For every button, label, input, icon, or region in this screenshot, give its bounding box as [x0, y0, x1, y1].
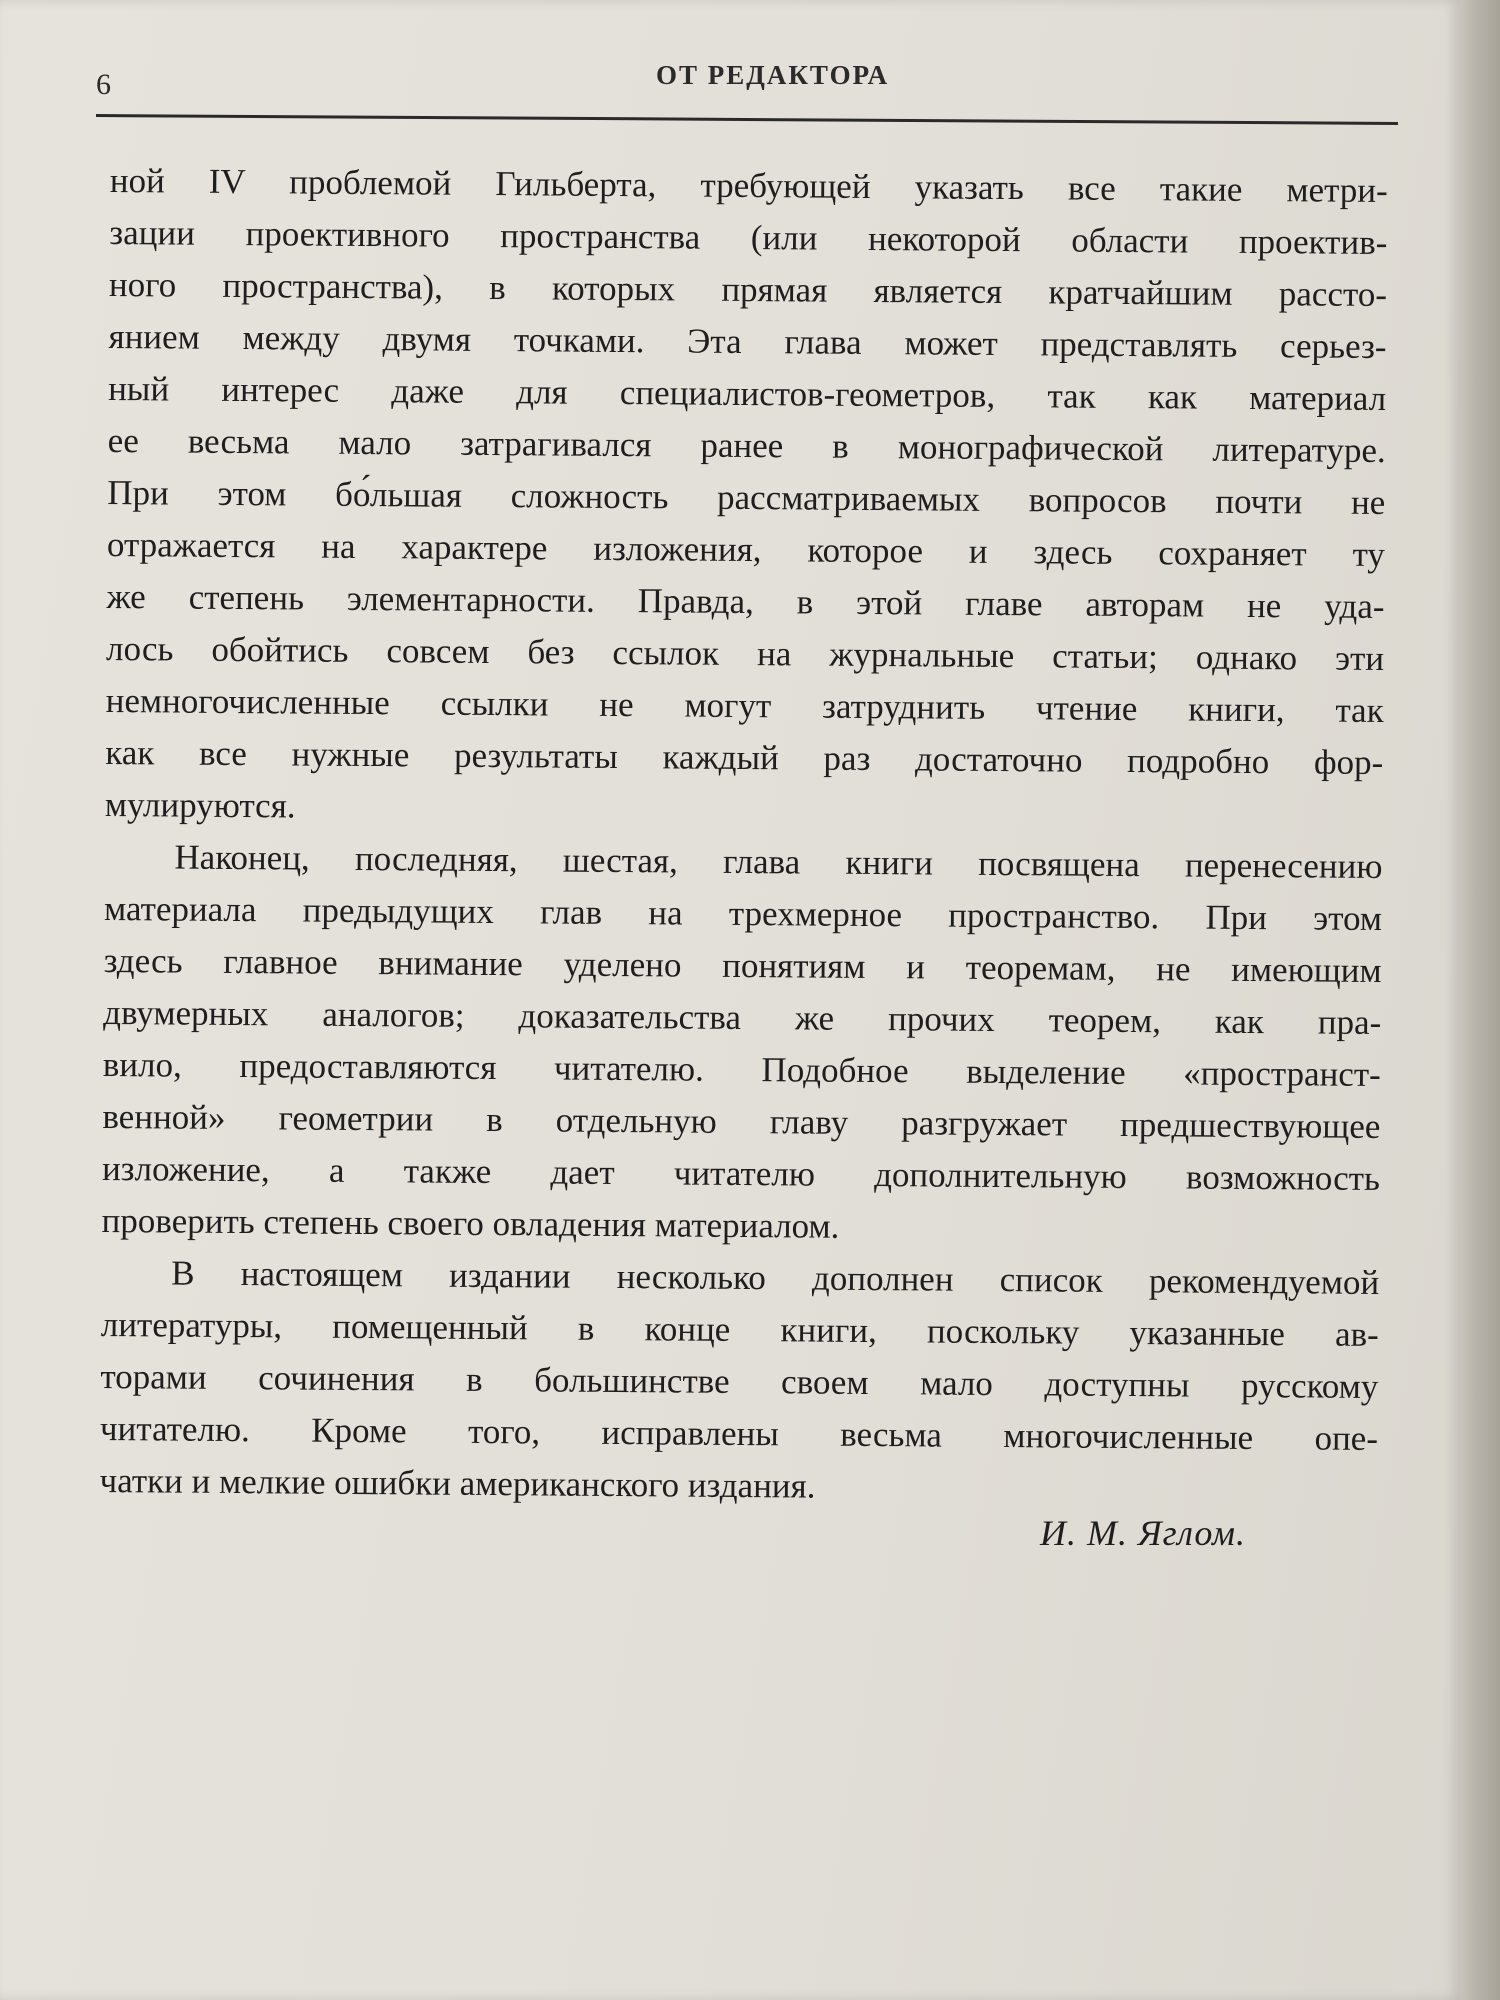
text-line: торами сочинения в большинстве своем мало доступны русскому: [100, 1356, 1379, 1406]
text-line: ее весьма мало затрагивался ранее в монографической литературе.: [107, 420, 1386, 471]
text-line: Наконец, последняя, шестая, глава книги посвящена перенесению: [174, 837, 1383, 887]
header-rule: [96, 114, 1398, 125]
text-line: проверить степень своего овладения материалом.: [101, 1200, 840, 1246]
running-head: ОТ РЕДАКТОРА: [656, 60, 890, 90]
page-edge: [1460, 0, 1500, 2000]
text-line: чатки и мелкие ошибки американского издания.: [99, 1460, 816, 1506]
text-line: материала предыдущих глав на трехмерное пространство. При этом: [103, 888, 1383, 939]
text-line: мулируются.: [104, 784, 296, 826]
paragraph: [99, 1247, 1379, 1517]
text-line: янием между двумя точками. Эта глава может представлять серьез-: [108, 316, 1387, 367]
body-text: [99, 155, 1388, 1517]
text-line: здесь главное внимание уделено понятиям и теоремам, не имеющим: [103, 940, 1382, 991]
text-line: В настоящем издании несколько дополнен список рекомендуемой: [171, 1253, 1380, 1303]
text-line: отражается на характере изложения, которое и здесь сохраняет ту: [106, 524, 1386, 575]
text-line: ной IV проблемой Гильберта, требующей указать все такие метри-: [109, 160, 1388, 211]
text-line: как все нужные результаты каждый раз достаточно подробно фор-: [105, 732, 1384, 783]
text-line: двумерных аналогов; доказательства же прочих теорем, как пра-: [103, 992, 1382, 1043]
text-line: ного пространства), в которых прямая является кратчайшим рассто-: [108, 264, 1388, 315]
text-line: венной» геометрии в отдельную главу разгружает предшествующее: [102, 1096, 1381, 1147]
text-line: зации проективного пространства (или некоторой области проектив-: [109, 212, 1388, 263]
text-line: читателю. Кроме того, исправлены весьма многочисленные опе-: [99, 1408, 1379, 1458]
text-line: изложение, а также дает читателю дополнительную возможность: [101, 1148, 1381, 1199]
text-line: При этом бо́льшая сложность рассматриваемых вопросов почти не: [107, 472, 1386, 523]
text-line: вило, предоставляются читателю. Подобное выделение «пространст-: [102, 1044, 1381, 1095]
text-line: ный интерес даже для специалистов-геометров, так как материал: [108, 368, 1387, 419]
signature: И. М. Яглом.: [1040, 1513, 1246, 1553]
text-line: немногочисленные ссылки не могут затруднить чтение книги, так: [105, 680, 1384, 731]
paragraph: [101, 831, 1382, 1257]
page-number: 6: [96, 68, 111, 101]
paragraph: [105, 155, 1388, 841]
text-line: же степень элементарности. Правда, в этой главе авторам не уда-: [106, 576, 1385, 627]
page-header: [96, 52, 1398, 112]
text-line: литературы, помещенный в конце книги, поскольку указанные ав-: [100, 1304, 1379, 1355]
text-line: лось обойтись совсем без ссылок на журнальные статьи; однако эти: [105, 628, 1385, 679]
